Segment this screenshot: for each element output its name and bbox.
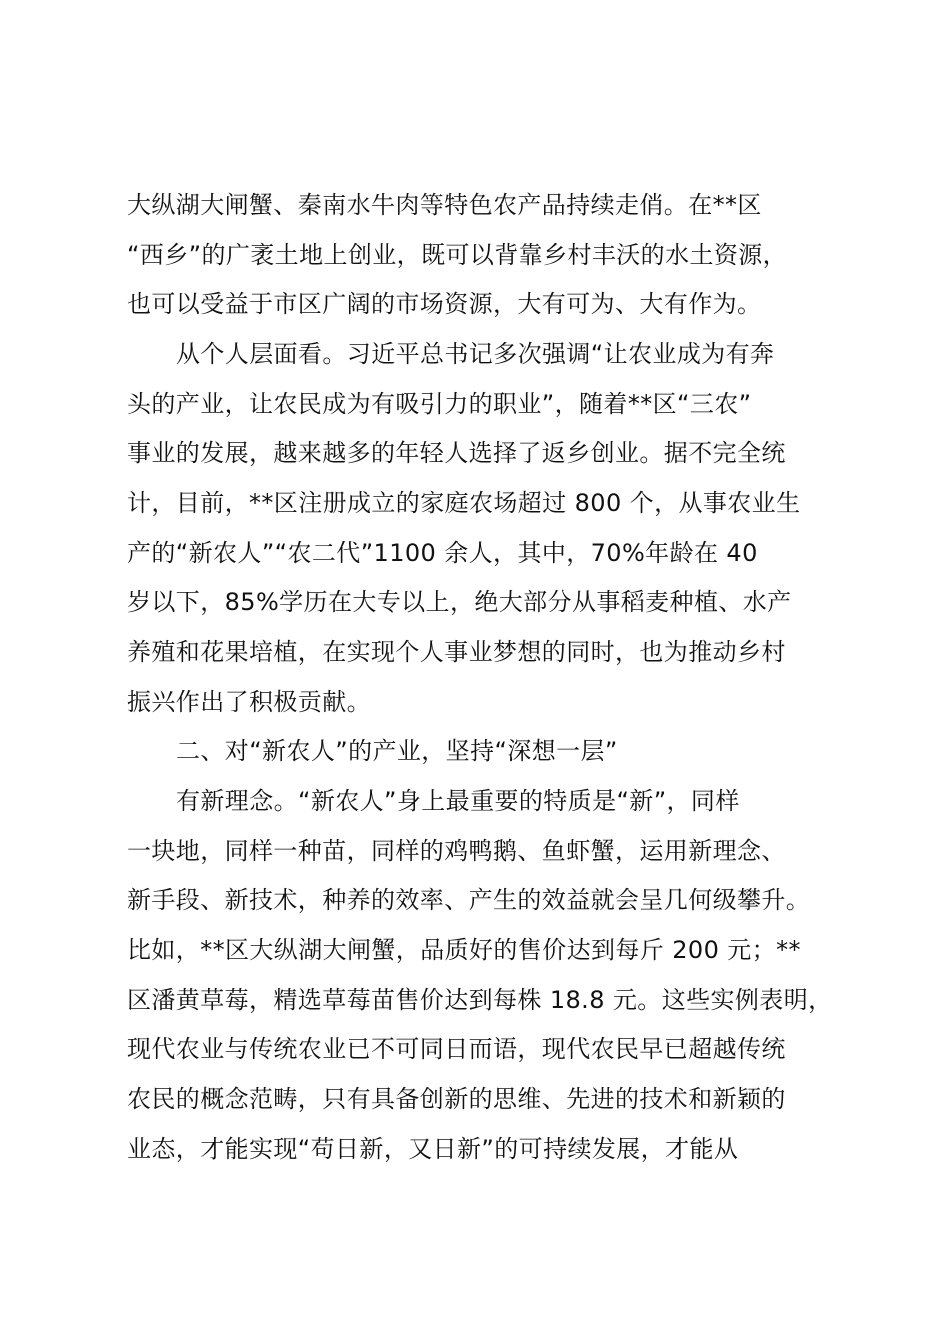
- body-text-line: 现代农业与传统农业已不可同日而语，现代农民早已超越传统: [127, 1035, 786, 1063]
- body-text-line: 比如，**区大纵湖大闸蟹，品质好的售价达到每斤 200 元；**: [127, 936, 801, 964]
- section-heading: 二、对“新农人”的产业，坚持“深想一层”: [176, 737, 618, 765]
- body-text-line: 区潘黄草莓，精选草莓苗售价达到每株 18.8 元。这些实例表明，: [127, 986, 833, 1014]
- paragraph-start-line: 有新理念。“新农人”身上最重要的特质是“新”，同样: [176, 787, 740, 815]
- body-text-line: 岁以下，85%学历在大专以上，绝大部分从事稻麦种植、水产: [127, 588, 792, 616]
- body-text-line: 业态，才能实现“苟日新，又日新”的可持续发展，才能从: [127, 1135, 739, 1163]
- body-text-line: 产的“新农人”“农二代”1100 余人，其中，70%年龄在 40: [127, 539, 758, 567]
- body-text-line: 一块地，同样一种苗，同样的鸡鸭鹅、鱼虾蟹，运用新理念、: [127, 837, 786, 865]
- body-text-line: 大纵湖大闸蟹、秦南水牛肉等特色农产品持续走俏。在**区: [127, 191, 762, 219]
- body-text-line: 养殖和花果培植，在实现个人事业梦想的同时，也为推动乡村: [127, 638, 786, 666]
- body-text-line: 事业的发展，越来越多的年轻人选择了返乡创业。据不完全统: [127, 439, 786, 467]
- body-text-line: 头的产业，让农民成为有吸引力的职业”，随着**区“三农”: [127, 390, 752, 418]
- body-text-line: 农民的概念范畴，只有具备创新的思维、先进的技术和新颖的: [127, 1085, 786, 1113]
- body-text-line: 计，目前，**区注册成立的家庭农场超过 800 个，从事农业生: [127, 489, 801, 517]
- body-text-line: 也可以受益于市区广阔的市场资源，大有可为、大有作为。: [127, 290, 762, 318]
- body-text-line: “西乡”的广袤土地上创业，既可以背靠乡村丰沃的水土资源，: [127, 241, 788, 269]
- paragraph-start-line: 从个人层面看。习近平总书记多次强调“让农业成为有奔: [176, 340, 775, 368]
- body-text-line: 振兴作出了积极贡献。: [127, 688, 371, 716]
- body-text-line: 新手段、新技术，种养的效率、产生的效益就会呈几何级攀升。: [127, 886, 811, 914]
